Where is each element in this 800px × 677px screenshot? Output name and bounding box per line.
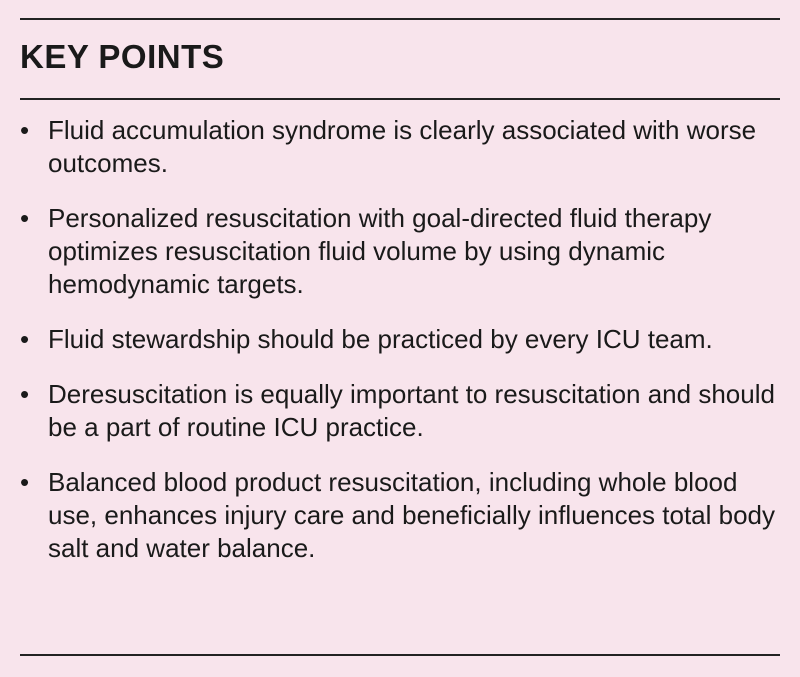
- bullet-icon: •: [20, 379, 30, 409]
- bullet-icon: •: [20, 203, 30, 233]
- top-rule: [20, 18, 780, 20]
- bullet-icon: •: [20, 467, 30, 497]
- key-points-box: [20, 18, 780, 658]
- list-item: [20, 202, 780, 301]
- point-text: Personalized resuscitation with goal-directed fluid therapy optimizes resuscitation fluid volume by using dynamic hemodynamic targets.: [48, 203, 712, 299]
- list-item: [20, 466, 780, 565]
- bullet-icon: •: [20, 324, 30, 354]
- point-text: Fluid accumulation syndrome is clearly associated with worse outcomes.: [48, 115, 757, 178]
- list-item: [20, 378, 780, 444]
- point-text: Fluid stewardship should be practiced by every ICU team.: [48, 324, 713, 354]
- list-item: [20, 114, 780, 180]
- bullet-icon: •: [20, 115, 30, 145]
- key-points-heading: KEY POINTS: [20, 38, 225, 75]
- bottom-rule: [20, 654, 780, 656]
- list-item: [20, 323, 780, 356]
- point-text: Balanced blood product resuscitation, including whole blood use, enhances injury care and beneficially influences total body salt and water balance.: [48, 467, 776, 563]
- key-points-list: [20, 114, 780, 587]
- heading-divider: [20, 98, 780, 100]
- point-text: Deresuscitation is equally important to resuscitation and should be a part of routine ICU practice.: [48, 379, 775, 442]
